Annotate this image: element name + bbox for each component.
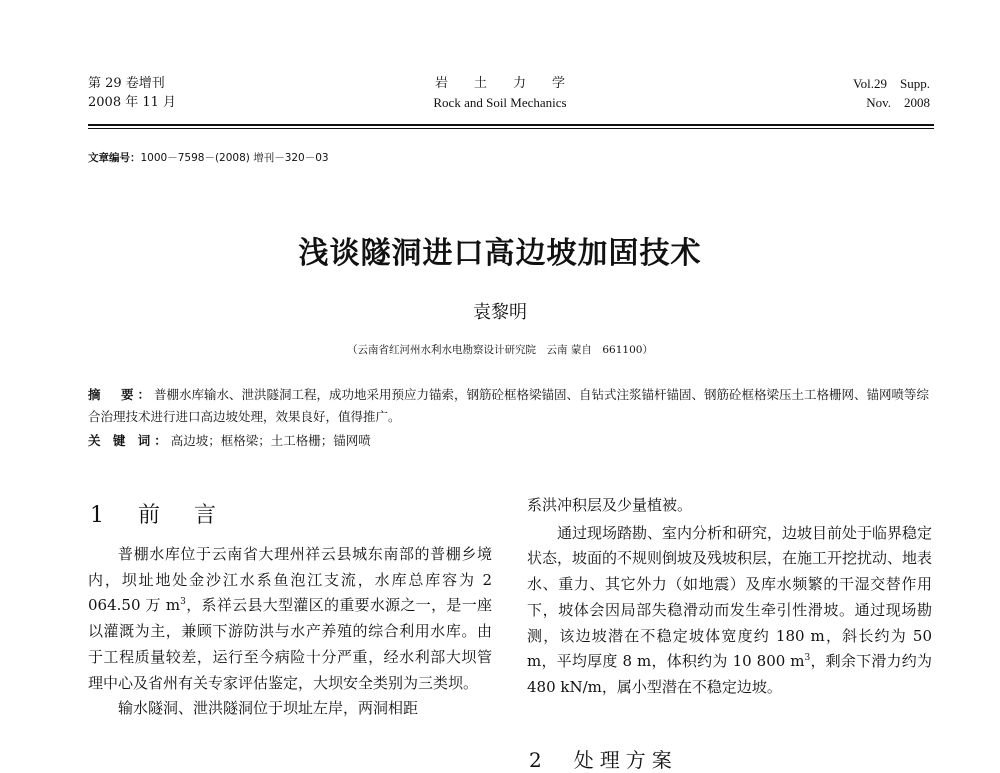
continued-line: 系洪冲积层及少量植被。 [527, 496, 693, 514]
section-2-heading [529, 744, 678, 773]
section-1-heading [90, 498, 222, 529]
date-en: Nov. 2008 [866, 95, 930, 110]
stability-paragraph [527, 521, 932, 701]
keywords [88, 430, 934, 452]
stability-p-superscript: 3 [804, 653, 811, 664]
stability-p-part-b: ，剩余下滑力约为 480 kN/m，属小型潜在不稳定边坡。 [527, 652, 932, 696]
journal-en: Rock and Soil Mechanics [433, 95, 567, 110]
intro-paragraph-1 [88, 542, 492, 696]
volume-cn: 第 29 卷增刊 [88, 76, 165, 91]
article-number [88, 150, 329, 165]
article-number-label: 文章编号： [88, 152, 141, 164]
author-name: 袁黎明 [473, 302, 527, 323]
right-column [527, 493, 932, 701]
intro-p1-part-a: 普棚水库位于云南省大理州祥云县城东南部的普棚乡境内，坝址地处金沙江水系鱼泡江支流，水库总库容为 2 064.50 万 m [88, 545, 492, 615]
article-number-value: 1000－7598－(2008) 增刊－320－03 [140, 152, 329, 164]
keywords-text: 高边坡；框格梁；土工格栅；锚网喷 [170, 433, 371, 448]
intro-p1-superscript: 3 [180, 597, 186, 608]
intro-p1-part-b: ，系祥云县大型灌区的重要水源之一，是一座以灌溉为主，兼顾下游防洪与水产养殖的综合利用水库。由于工程质量较差，运行至今病险十分严重，经水利部大坝管理中心及省州有关专家评估鉴定，大坝安全类别为三类坝。 [88, 596, 492, 692]
journal-cn: 岩 土 力 学 [434, 76, 565, 91]
abstract-text: 普棚水库输水、泄洪隧洞工程，成功地采用预应力锚索，钢筋砼框格梁锚固、自钻式注浆锚杆锚固、钢筋砼框格梁压土工格栅网、锚网喷等综合治理技术进行进口高边坡处理，效果良好，值得推广。 [88, 387, 930, 424]
section-2-title: 处理方案 [573, 748, 678, 772]
header-center [0, 74, 1000, 112]
header-rule-thick [88, 124, 934, 126]
paper-title: 浅谈隧洞进口高边坡加固技术 [298, 236, 702, 271]
intro-paragraph-2: 输水隧洞、泄洪隧洞位于坝址左岸，两洞相距 [118, 699, 419, 718]
abstract-label: 摘 要： [88, 387, 155, 402]
abstract [88, 384, 934, 428]
volume-en: Vol.29 Supp. [852, 76, 930, 91]
section-1-title: 前 言 [138, 503, 223, 528]
date-cn: 2008 年 11 月 [88, 95, 177, 110]
section-1-number: 1 [90, 503, 110, 528]
header-rule-thin [88, 128, 934, 129]
header-right [853, 74, 930, 112]
author-affiliation: （云南省红河州水利水电勘察设计研究院 云南 蒙自 661100） [347, 344, 653, 356]
stability-p-part-a: 通过现场踏勘、室内分析和研究，边坡目前处于临界稳定状态，坡面的不规则倒坡及残坡积层，在施工开挖扰动、地表水、重力、其它外力（如地震）及库水频繁的干湿交替作用下，坡体会因局部失稳滑动而发生牵引性滑坡。通过现场勘测，该边坡潜在不稳定坡体宽度约 180 m，斜长约为 50 m，平均厚度 8 m，体积约为 10 800 m [527, 523, 933, 671]
keywords-label: 关 键 词： [88, 433, 171, 448]
section-2-number: 2 [529, 748, 548, 772]
left-column [88, 542, 492, 722]
